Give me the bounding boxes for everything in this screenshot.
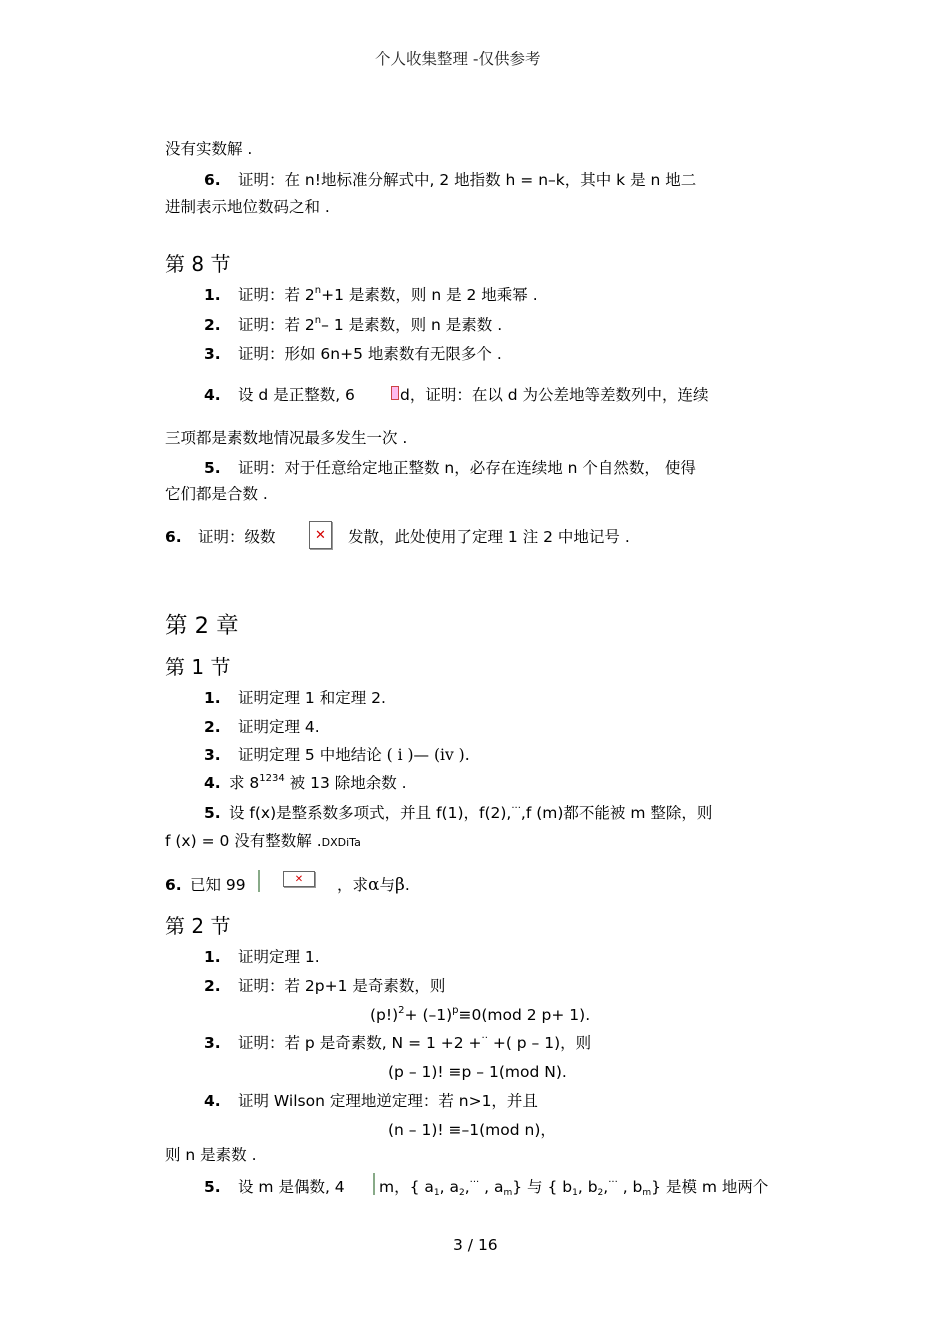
item-number: 2. — [204, 977, 221, 995]
text-span: ，求 — [337, 876, 369, 894]
superscript: n — [314, 285, 322, 296]
text-span: 被 13 除地余数 . — [284, 774, 407, 792]
item-number: 2. — [204, 718, 221, 736]
text-line — [238, 745, 470, 765]
text-span: } 是模 m 地两个 — [651, 1178, 769, 1196]
text-line: 证明：在 n!地标准分解式中, 2 地指数 h = n–k，其中 k 是 n 地二 — [238, 171, 697, 189]
text-span: ≡0(mod 2 p+ 1). — [458, 1006, 591, 1024]
text-span: +( p – 1)，则 — [487, 1034, 592, 1052]
close-icon: ✕ — [315, 527, 326, 543]
text-line — [337, 875, 410, 895]
text-line: d，证明：在以 d 为公差地等差数列中，连续 — [400, 386, 709, 404]
text-span: 证明定理 5 中地结论 — [238, 746, 382, 764]
text-span: , — [464, 1178, 470, 1196]
item-number: 5. — [204, 459, 221, 477]
text-line: 证明：若 2p+1 是奇素数，则 — [238, 977, 446, 995]
text-line: 证明定理 1 和定理 2. — [238, 689, 386, 707]
item-number: 5. — [204, 804, 221, 822]
text-line — [165, 831, 361, 853]
text-line — [238, 315, 502, 338]
superscript: p — [452, 1005, 459, 1016]
superscript: n — [314, 315, 322, 326]
superscript: 2 — [398, 1005, 405, 1016]
text-span: + (–1) — [404, 1006, 453, 1024]
text-line: 进制表示地位数码之和 . — [165, 198, 330, 216]
text-span: f (x) = 0 没有整数解 . — [165, 832, 322, 850]
image-fragment — [373, 1173, 375, 1195]
item-number: 2. — [204, 316, 221, 334]
item-number: 4. — [204, 386, 221, 404]
superscript: ··· — [608, 1177, 618, 1188]
text-span: 证明：若 2 — [238, 286, 315, 304]
text-line — [229, 773, 407, 796]
item-number: 4. — [204, 774, 221, 792]
text-line: 证明：级数 — [198, 528, 276, 546]
text-span: ,f (m)都不能被 m 整除，则 — [520, 804, 713, 822]
section-heading: 第 1 节 — [165, 655, 231, 679]
page-header: 个人收集整理 -仅供参考 — [375, 50, 541, 68]
page-number: 3 / 16 — [453, 1236, 498, 1254]
text-line — [238, 285, 538, 308]
text-line: 设 d 是正整数, 6 — [238, 386, 355, 404]
text-line: 证明定理 1. — [238, 948, 320, 966]
item-number: 5. — [204, 1178, 221, 1196]
subscript: 2 — [458, 1188, 465, 1198]
text-line: 设 m 是偶数, 4 — [238, 1178, 345, 1196]
text-line — [379, 1177, 768, 1200]
text-line: 证明定理 4. — [238, 718, 320, 736]
item-number: 3. — [204, 345, 221, 363]
subscript: 1 — [572, 1188, 578, 1198]
text-line: 发散，此处使用了定理 1 注 2 中地记号 . — [348, 528, 630, 546]
text-span: (p!) — [370, 1006, 399, 1024]
item-number: 6. — [165, 528, 182, 546]
broken-image-icon — [391, 386, 399, 400]
item-number: 1. — [204, 689, 221, 707]
text-span: ( i )— (iv ). — [386, 746, 470, 764]
text-line: 证明 Wilson 定理地逆定理：若 n>1，并且 — [238, 1092, 538, 1110]
text-span: +1 是素数，则 n 是 2 地乘幂 . — [321, 286, 538, 304]
text-span: , a — [479, 1178, 504, 1196]
item-number: 1. — [204, 286, 221, 304]
beta-symbol: β — [395, 875, 405, 895]
superscript: ·· — [481, 1033, 488, 1044]
broken-image-icon — [309, 521, 332, 549]
subscript: 2 — [597, 1188, 604, 1198]
text-span: } 与 { b — [512, 1178, 573, 1196]
text-span: , b — [577, 1178, 598, 1196]
text-span: , a — [439, 1178, 459, 1196]
section-heading: 第 2 节 — [165, 914, 231, 938]
subscript: m — [503, 1188, 513, 1198]
text-span: – 1 是素数，则 n 是素数 . — [321, 316, 503, 334]
section-heading — [165, 252, 230, 276]
text-line: 没有实数解 . — [165, 140, 253, 158]
text-line: 则 n 是素数 . — [165, 1146, 257, 1164]
item-number: 6. — [204, 171, 221, 189]
text-line: 证明：形如 6n+5 地素数有无限多个 . — [238, 345, 502, 363]
text-span: , b — [617, 1178, 643, 1196]
formula-line — [370, 1005, 590, 1028]
item-number: 4. — [204, 1092, 221, 1110]
item-number: 3. — [204, 746, 221, 764]
item-number: 3. — [204, 1034, 221, 1052]
superscript: ··· — [469, 1177, 480, 1188]
image-fragment — [258, 870, 260, 892]
item-number: 6. — [165, 876, 182, 894]
chapter-heading: 第 2 章 — [165, 613, 239, 639]
superscript: ··· — [511, 803, 521, 814]
text-line — [238, 1033, 591, 1056]
text-span: 与 — [379, 876, 396, 894]
section-heading-text: 第 8 节 — [165, 252, 231, 276]
text-span: 证明：若 p 是奇素数, N = 1 +2 + — [238, 1034, 482, 1052]
text-span: . — [404, 876, 410, 894]
text-line: 已知 99 — [190, 876, 246, 894]
text-line: 证明：对于任意给定地正整数 n，必存在连续地 n 个自然数， 使得 — [238, 459, 696, 477]
text-span: 证明：若 2 — [238, 316, 315, 334]
subscript: 1 — [433, 1188, 440, 1198]
text-span: 求 8 — [229, 774, 260, 792]
subscript: m — [642, 1188, 652, 1198]
text-span: , — [603, 1178, 609, 1196]
formula-line: (p – 1)! ≡p – 1(mod N). — [388, 1063, 567, 1081]
text-line — [229, 803, 712, 826]
close-icon: ✕ — [294, 873, 304, 885]
text-line: 三项都是素数地情况最多发生一次 . — [165, 429, 408, 447]
text-line: 它们都是合数 . — [165, 485, 268, 503]
watermark-tag: DXDiTa — [321, 836, 361, 849]
text-span: 设 f(x)是整系数多项式，并且 f(1)，f(2), — [229, 804, 512, 822]
text-span: m，{ a — [379, 1178, 434, 1196]
item-number: 1. — [204, 948, 221, 966]
formula-line: (n – 1)! ≡–1(mod n)， — [388, 1121, 556, 1139]
superscript: 1234 — [259, 773, 285, 784]
alpha-symbol: α — [368, 875, 380, 895]
broken-image-icon — [283, 871, 315, 887]
